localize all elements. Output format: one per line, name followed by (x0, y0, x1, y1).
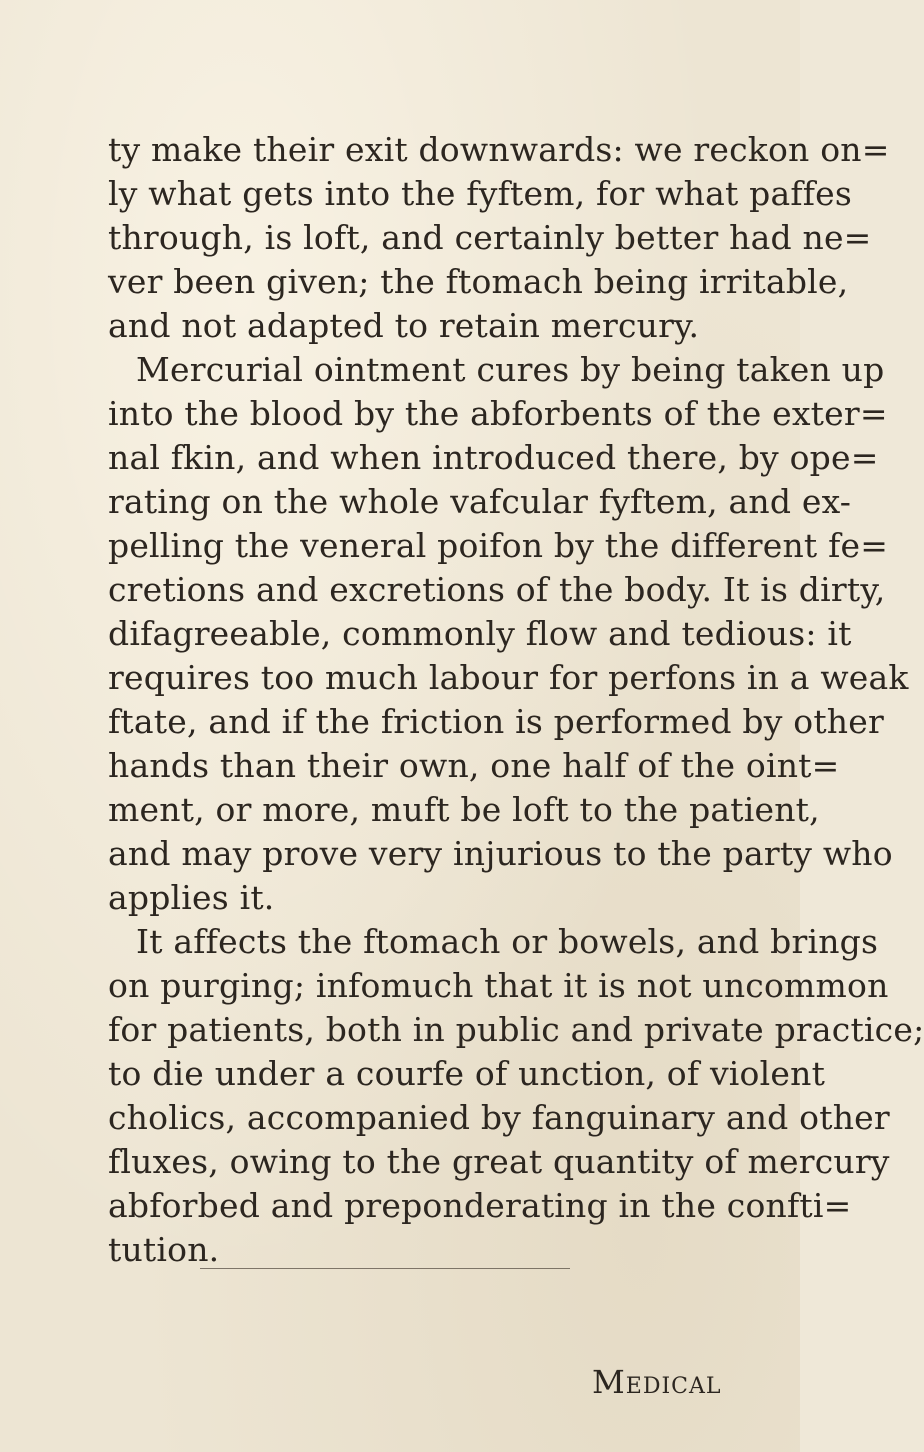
body-text (108, 128, 924, 1272)
text-line-9: rating on the whole vafcular fyftem, and ex- (108, 482, 852, 521)
text-line-15: hands than their own, one half of the oint= (108, 746, 840, 785)
catchword: Medical (592, 1363, 722, 1401)
text-line-20: on purging; infomuch that it is not uncommon (108, 966, 889, 1005)
text-line-17: and may prove very injurious to the party who (108, 834, 893, 873)
text-line-2: ly what gets into the fyftem, for what paffes (108, 174, 853, 213)
text-line-21: for patients, both in public and private practice; (108, 1010, 924, 1049)
text-line-6: Mercurial ointment cures by being taken up (136, 350, 885, 389)
text-line-19: It affects the ftomach or bowels, and brings (136, 922, 879, 961)
text-line-25: abforbed and preponderating in the confti= (108, 1186, 852, 1225)
text-line-4: ver been given; the ftomach being irritable, (108, 262, 849, 301)
text-line-10: pelling the veneral poifon by the different fe= (108, 526, 889, 565)
text-line-1: ty make their exit downwards: we reckon on= (108, 130, 890, 169)
text-line-16: ment, or more, muft be loft to the patient, (108, 790, 820, 829)
text-line-8: nal fkin, and when introduced there, by ope= (108, 438, 879, 477)
text-line-7: into the blood by the abforbents of the exter= (108, 394, 888, 433)
text-line-13: requires too much labour for perfons in a weak (108, 658, 909, 697)
text-line-24: fluxes, owing to the great quantity of mercury (108, 1142, 890, 1181)
text-line-23: cholics, accompanied by fanguinary and other (108, 1098, 890, 1137)
section-rule (200, 1268, 570, 1269)
text-line-3: through, is loft, and certainly better had ne= (108, 218, 872, 257)
text-line-12: difagreeable, commonly flow and tedious: it (108, 614, 852, 653)
text-line-18: applies it. (108, 878, 275, 917)
text-line-5: and not adapted to retain mercury. (108, 306, 700, 345)
text-line-11: cretions and excretions of the body. It is dirty, (108, 570, 886, 609)
text-line-26: tution. (108, 1230, 220, 1269)
text-line-22: to die under a courfe of unction, of violent (108, 1054, 826, 1093)
text-line-14: ftate, and if the friction is performed by other (108, 702, 884, 741)
